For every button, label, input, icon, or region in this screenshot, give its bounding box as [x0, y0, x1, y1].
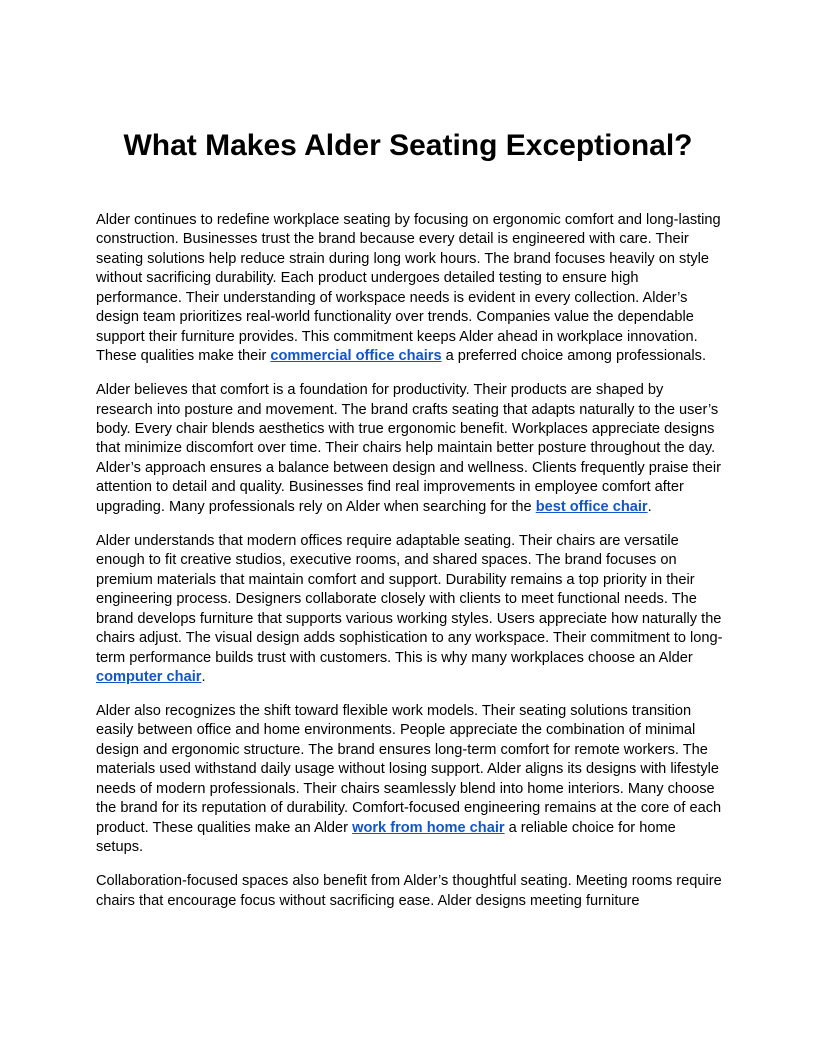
paragraph-work-from-home-chair [96, 702, 724, 858]
paragraph-collaboration-spaces [96, 872, 724, 911]
link-work-from-home-chair[interactable]: work from home chair [352, 819, 505, 836]
link-computer-chair[interactable]: computer chair [96, 668, 202, 685]
link-commercial-office-chairs[interactable]: commercial office chairs [270, 348, 442, 365]
paragraph-text: a reliable choice for home setups. [96, 819, 676, 856]
paragraph-best-office-chair [96, 381, 724, 517]
paragraph-text: Alder also recognizes the shift toward flexible work models. Their seating solutions transition easily between office and home environments. People appreciate the combination of minimal design and ergonomic structure. The brand ensures long-term comfort for remote workers. The materials used withstand daily usage without losing support. Alder aligns its designs with lifestyle needs of modern professionals. Their chairs seamlessly blend into home interiors. Many choose the brand for its reputation of durability. Comfort-focused engineering remains at the core of each product. These qualities make an Alder [96, 702, 722, 836]
paragraph-commercial-office-chairs [96, 211, 724, 367]
document-body [96, 211, 724, 925]
paragraph-text: Collaboration-focused spaces also benefit from Alder’s thoughtful seating. Meeting rooms require chairs that encourage focus without sacrificing ease. Alder designs meeting furniture [96, 873, 722, 909]
link-best-office-chair[interactable]: best office chair [535, 498, 648, 515]
paragraph-text: . [647, 498, 652, 515]
paragraph-text: a preferred choice among professionals. [441, 348, 707, 365]
paragraph-text: Alder understands that modern offices require adaptable seating. Their chairs are versatile enough to fit creative studios, executive rooms, and shared spaces. The brand focuses on premium materials that maintain comfort and support. Durability remains a top priority in their engineering process. Designers collaborate closely with clients to meet functional needs. The brand develops furniture that supports various working styles. Users appreciate how naturally the chairs adjust. The visual design adds sophistication to any workspace. Their commitment to long-term performance builds trust with customers. This is why many workplaces choose an Alder [96, 532, 723, 666]
paragraph-text: Alder continues to redefine workplace seating by focusing on ergonomic comfort and long-lasting construction. Businesses trust the brand because every detail is engineered with care. Their seating solutions help reduce strain during long work hours. The brand focuses heavily on style without sacrificing durability. Each product undergoes detailed testing to ensure high performance. Their understanding of workspace needs is evident in every collection. Alder’s design team prioritizes real-world functionality over trends. Companies value the dependable support their furniture provides. This commitment keeps Alder ahead in workplace innovation. These qualities make their [96, 212, 721, 365]
paragraph-text: . [201, 668, 206, 685]
document-title: What Makes Alder Seating Exceptional? [123, 129, 693, 162]
paragraph-text: Alder believes that comfort is a foundation for productivity. Their products are shaped by research into posture and movement. The brand crafts seating that adapts naturally to the user’s body. Every chair blends aesthetics with true ergonomic benefit. Workplaces appreciate designs that minimize discomfort over time. Their chairs help maintain better posture throughout the day. Alder’s approach ensures a balance between design and wellness. Clients frequently praise their attention to detail and quality. Businesses find real improvements in employee comfort after upgrading. Many professionals rely on Alder when searching for the [96, 382, 721, 515]
paragraph-computer-chair [96, 532, 724, 688]
